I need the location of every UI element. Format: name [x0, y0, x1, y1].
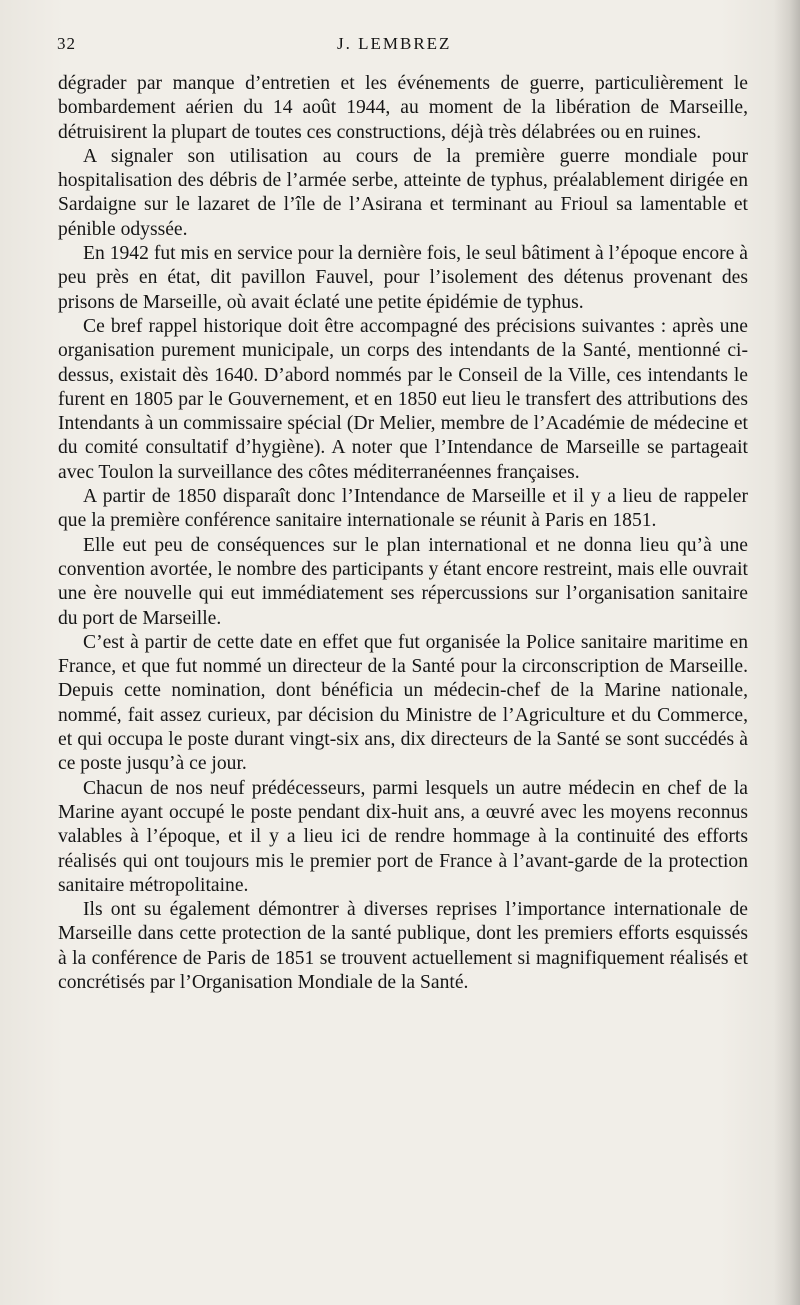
paragraph: A partir de 1850 disparaît donc l’Intendance de Marseille et il y a lieu de rappeler que la première conférence sanitaire internationale se réunit à Paris en 1851.	[58, 486, 748, 532]
paragraph: Chacun de nos neuf prédécesseurs, parmi lesquels un autre médecin en chef de la Marine ayant occupé le poste pendant dix-huit ans, a œuvré avec les moyens reconnus valables à l’époque, et il y a lieu ici de rendre hommage à la continuité des efforts réalisés qui ont toujours mis le premier port de France à l’avant-garde de la protection sanitaire métropolitaine.	[58, 777, 748, 896]
paragraph: C’est à partir de cette date en effet que fut organisée la Police sanitaire maritime en France, et que fut nommé un directeur de la Santé pour la circonscription de Marseille. Depuis cette nomination, dont bénéficia un médecin-chef de la Marine nationale, nommé, fait assez curieux, par décision du Ministre de l’Agriculture et du Commerce, et qui occupa le poste durant vingt-six ans, dix directeurs de la Santé se sont succédés à ce poste jusqu’à ce jour.	[58, 631, 748, 775]
paragraph: En 1942 fut mis en service pour la dernière fois, le seul bâtiment à l’époque encore à peu près en état, dit pavillon Fauvel, pour l’isolement des détenus provenant des prisons de Marseille, où avait éclaté une petite épidémie de typhus.	[58, 243, 748, 313]
paragraph: dégrader par manque d’entretien et les événements de guerre, particulièrement le bombardement aérien du 14 août 1944, au moment de la libération de Marseille, détruisirent la plupart de toutes ces constructions, déjà très délabrées ou en ruines.	[58, 73, 748, 143]
running-head: J. LEMBREZ	[337, 34, 452, 53]
paragraph: Ce bref rappel historique doit être accompagné des précisions suivantes : après une organisation purement municipale, un corps des intendants de la Santé, mentionné ci-dessus, existait dès 1640. D’abord nommés par le Conseil de la Ville, ces intendants le furent en 1805 par le Gouvernement, et en 1850 eut lieu le transfert des attributions des Intendants à un commissaire spécial (Dr Melier, membre de l’Académie de médecine et du comité consultatif d’hygiène). A noter que l’Intendance de Marseille se partageait avec Toulon la surveillance des côtes méditerranéennes françaises.	[58, 315, 748, 483]
paragraph: Elle eut peu de conséquences sur le plan international et ne donna lieu qu’à une convention avortée, le nombre des participants y étant encore restreint, mais elle ouvrait une ère nouvelle qui eut immédiatement ses répercussions sur l’organisation sanitaire du port de Marseille.	[58, 534, 748, 629]
paragraph: A signaler son utilisation au cours de la première guerre mondiale pour hospitalisation des débris de l’armée serbe, atteinte de typhus, préalablement dirigée en Sardaigne sur le lazaret de l’île de l’Asirana et terminant au Frioul sa lamentable et pénible odyssée.	[58, 145, 748, 240]
page-edge-shadow	[774, 0, 800, 1305]
page-number: 32	[57, 34, 76, 53]
paragraph: Ils ont su également démontrer à diverses reprises l’importance internationale de Marseille dans cette protection de la santé publique, dont les premiers efforts esquissés à la conférence de Paris de 1851 se trouvent actuellement si magnifiquement réalisés et concrétisés par l’Organisation Mondiale de la Santé.	[58, 899, 748, 993]
page-header	[57, 34, 747, 62]
body-text	[58, 72, 748, 995]
